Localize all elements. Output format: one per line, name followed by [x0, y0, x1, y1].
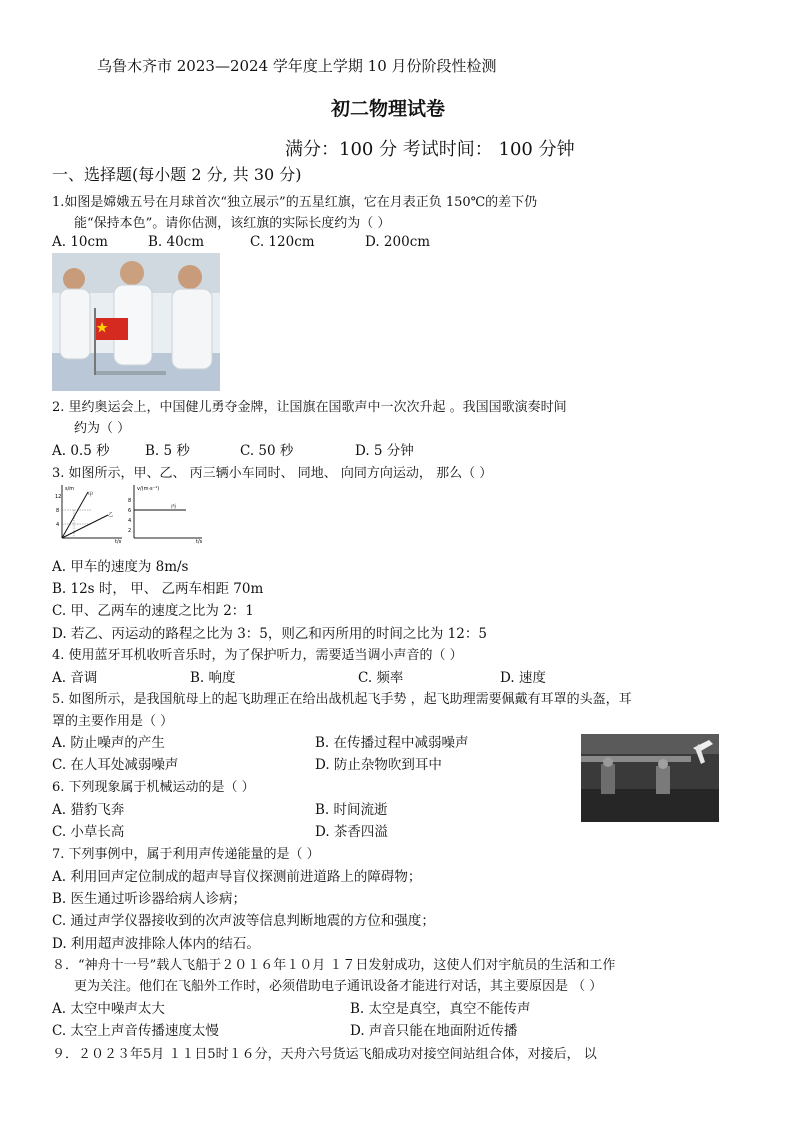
q6-option-c: C. 小草长高 [52, 824, 125, 840]
q7-option-a: A. 利用回声定位制成的超声导盲仪探测前进道路上的障碍物； [52, 869, 422, 885]
carrier-deck-illustration [581, 734, 719, 822]
q1-flag-photo [52, 253, 220, 391]
q3-g1-ylabel: s/m [65, 486, 75, 492]
q1-option-c: C. 120cm [250, 234, 315, 250]
score-time: 满分：100 分 考试时间： 100 分钟 [285, 139, 575, 160]
q5-option-a: A. 防止噪声的产生 [52, 735, 165, 751]
q3-g1-tick-y12: 12 [55, 494, 62, 500]
q3-g2-ylabel: v/(m·s⁻¹) [137, 486, 160, 492]
q4-option-d: D. 速度 [500, 670, 546, 686]
q5-option-c: C. 在人耳处减弱噪声 [52, 757, 179, 773]
q3-g2-xlabel: t/s [196, 539, 203, 544]
q6-option-b: B. 时间流逝 [315, 802, 388, 818]
q5-stem-line1: 5. 如图所示，是我国航母上的起飞助理正在给出战机起飞手势 ，起飞助理需要佩戴有耳罩的头盔，耳 [52, 692, 632, 707]
q2-stem-line1: 2. 里约奥运会上，中国健儿勇夺金牌，让国旗在国歌声中一次次升起 。我国国歌演奏时间 [52, 400, 567, 415]
q3-g2-tick-y2: 2 [128, 528, 132, 534]
q3-g1-tick-y4: 4 [56, 522, 60, 528]
q7-option-d: D. 利用超声波排除人体内的结石。 [52, 936, 260, 952]
q3-st-graph [52, 482, 124, 544]
q1-stem-line2: 能“保持本色”。请你估测，该红旗的实际长度约为（ ） [74, 216, 391, 231]
q3-option-c: C. 甲、乙两车的速度之比为 2：1 [52, 603, 254, 619]
q2-option-c: C. 50 秒 [240, 443, 294, 459]
q3-g1-xlabel: t/s [115, 539, 122, 544]
exam-title: 乌鲁木齐市 2023—2024 学年度上学期 10 月份阶段性检测 [97, 57, 497, 75]
subject-title: 初二物理试卷 [331, 98, 446, 120]
q6-stem: 6. 下列现象属于机械运动的是（ ） [52, 780, 255, 795]
q3-g2-label-bing: 丙 [171, 504, 177, 510]
q3-vt-graph [126, 482, 206, 544]
q5-option-d: D. 防止杂物吹到耳中 [315, 757, 442, 773]
q8-option-c: C. 太空上声音传播速度太慢 [52, 1023, 219, 1039]
q3-g2-tick-y4: 4 [128, 518, 132, 524]
q4-option-b: B. 响度 [190, 670, 236, 686]
scientists-flag-illustration [52, 253, 220, 391]
q1-stem-line1: 1.如图是嫦娥五号在月球首次“独立展示”的五星红旗，它在月表正负 150℃的差下仍 [52, 195, 538, 210]
q3-stem: 3. 如图所示，甲、乙、 丙三辆小车同时、 同地、 向同方向运动， 那么（ ） [52, 466, 493, 481]
q8-option-b: B. 太空是真空，真空不能传声 [350, 1001, 531, 1017]
q4-option-a: A. 音调 [52, 670, 98, 686]
q2-stem-line2: 约为（ ） [74, 421, 131, 436]
q6-option-a: A. 猎豹飞奔 [52, 802, 125, 818]
q8-option-a: A. 太空中噪声太大 [52, 1001, 165, 1017]
q3-g1-tick-y8: 8 [56, 508, 60, 514]
q3-g1-label-jia: 甲 [88, 492, 94, 498]
q8-stem-line2: 更为关注。他们在飞船外工作时，必须借助电子通讯设备才能进行对话，其主要原因是 （ ） [74, 979, 603, 994]
q3-option-a: A. 甲车的速度为 8m/s [52, 559, 189, 575]
q7-option-c: C. 通过声学仪器接收到的次声波等信息判断地震的方位和强度； [52, 913, 435, 929]
q3-option-d: D. 若乙、丙运动的路程之比为 3：5，则乙和丙所用的时间之比为 12：5 [52, 626, 487, 642]
q2-option-b: B. 5 秒 [145, 443, 190, 459]
q3-option-b: B. 12s 时， 甲、 乙两车相距 70m [52, 581, 264, 597]
q8-stem-line1: ８．“神舟十一号”载人飞船于２０１６年１０月 １７日发射成功，这使人们对宇航员的生活和工作 [52, 958, 616, 973]
q3-g2-tick-y8: 8 [128, 498, 132, 504]
q8-option-d: D. 声音只能在地面附近传播 [350, 1023, 518, 1039]
q1-option-b: B. 40cm [148, 234, 205, 250]
q1-option-d: D. 200cm [365, 234, 431, 250]
q1-option-a: A. 10cm [52, 234, 108, 250]
q3-g1-label-yi: 乙 [108, 512, 114, 518]
q3-g2-tick-y6: 6 [128, 508, 132, 514]
section-heading: 一、选择题(每小题 2 分, 共 30 分) [52, 165, 302, 184]
q2-option-a: A. 0.5 秒 [52, 443, 110, 459]
q5-option-b: B. 在传播过程中减弱噪声 [315, 735, 469, 751]
q9-stem-line1: ９．２０２３年5月 １１日5时１６分，天舟六号货运飞船成功对接空间站组合体，对接后， 以 [52, 1047, 597, 1062]
q4-stem: 4. 使用蓝牙耳机收听音乐时，为了保护听力，需要适当调小声音的（ ） [52, 648, 463, 663]
q5-carrier-photo [581, 734, 719, 822]
q4-option-c: C. 频率 [358, 670, 404, 686]
q7-stem: 7. 下列事例中，属于利用声传递能量的是（ ） [52, 847, 320, 862]
q6-option-d: D. 茶香四溢 [315, 824, 388, 840]
q7-option-b: B. 医生通过听诊器给病人诊病； [52, 891, 247, 907]
q2-option-d: D. 5 分钟 [355, 443, 414, 459]
q5-stem-line2: 罩的主要作用是（ ） [52, 714, 174, 729]
